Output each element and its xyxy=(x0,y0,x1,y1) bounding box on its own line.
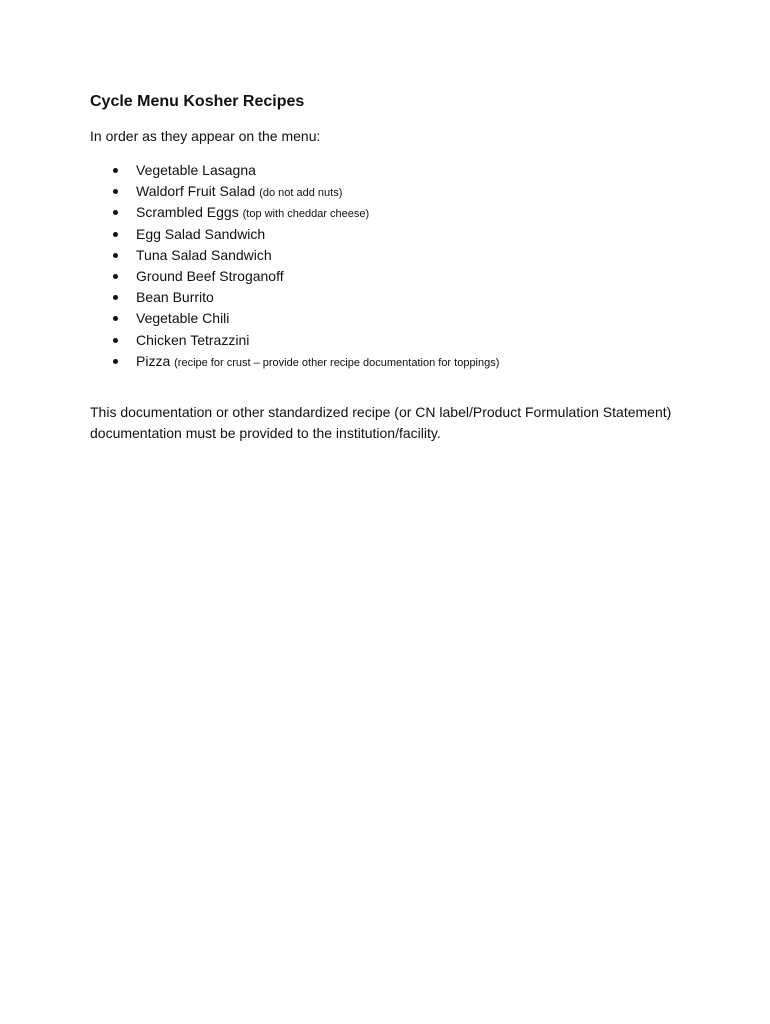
bullet-icon xyxy=(113,189,118,194)
recipe-name: Chicken Tetrazzini xyxy=(136,331,250,348)
bullet-icon xyxy=(113,359,118,364)
list-item xyxy=(90,266,499,287)
bullet-icon xyxy=(113,295,118,300)
recipe-name: Vegetable Chili xyxy=(136,310,230,327)
bullet-icon xyxy=(113,274,118,279)
list-item xyxy=(90,245,499,266)
recipe-name: Ground Beef Stroganoff xyxy=(136,267,284,284)
list-item xyxy=(90,160,499,181)
list-item xyxy=(90,287,499,308)
recipe-note: (do not add nuts) xyxy=(259,187,343,200)
recipe-note: (top with cheddar cheese) xyxy=(242,208,370,221)
intro-text: In order as they appear on the menu: xyxy=(90,128,321,144)
bullet-icon xyxy=(113,232,118,237)
footer-paragraph: This documentation or other standardized recipe (or CN label/Product Formulation Statement) documentation must be provided to the institution/facility. xyxy=(90,404,672,441)
bullet-icon xyxy=(113,253,118,258)
recipe-name: Vegetable Lasagna xyxy=(136,162,256,178)
list-item xyxy=(90,308,499,329)
bullet-icon xyxy=(113,210,118,215)
list-item xyxy=(90,224,499,245)
bullet-icon xyxy=(113,316,118,321)
recipe-name: Pizza xyxy=(136,352,171,369)
recipe-name: Tuna Salad Sandwich xyxy=(136,246,272,263)
bullet-icon xyxy=(113,338,118,343)
list-item xyxy=(90,351,499,372)
bullet-icon xyxy=(113,168,118,173)
recipe-name: Waldorf Fruit Salad xyxy=(136,183,256,200)
recipe-note: (recipe for crust – provide other recipe documentation for toppings) xyxy=(174,356,500,369)
page-title: Cycle Menu Kosher Recipes xyxy=(90,93,305,110)
list-item xyxy=(90,181,499,202)
recipe-name: Egg Salad Sandwich xyxy=(136,225,266,242)
recipe-list xyxy=(90,160,499,372)
list-item xyxy=(90,202,499,223)
recipe-name: Bean Burrito xyxy=(136,289,214,306)
list-item xyxy=(90,330,499,351)
recipe-name: Scrambled Eggs xyxy=(136,204,239,221)
